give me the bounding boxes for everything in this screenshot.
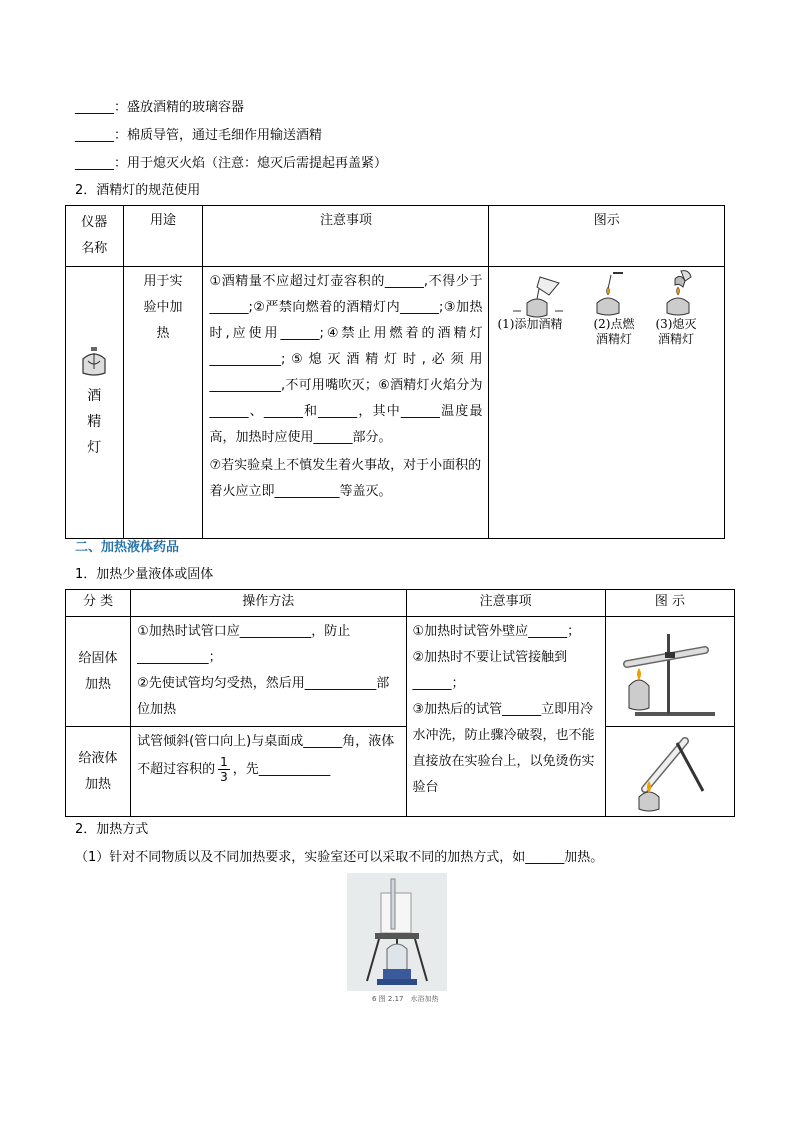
liquid-method [131,727,405,786]
intro-item-3 [75,152,387,171]
liquid-method-text: 试管倾斜(管口向上)与桌面成______角，液体不超过容积的 [137,734,395,777]
blank: ______ [75,156,114,171]
instrument-name: 酒精灯 [87,387,102,456]
liquid-heating-figure [615,731,725,813]
intro-item-1 [75,96,244,115]
blank: ______ [75,128,114,143]
header-type: 分 类 [82,594,114,609]
header-method: 操作方法 [242,594,295,609]
use-text: 用于实验中加热 [143,274,183,341]
section3-title: 2．加热方式 [75,822,149,837]
header-instrument: 仪器名称 [81,215,108,256]
fraction-numerator: 1 [220,755,228,769]
section2-title: 二、加热液体药品 [75,540,180,555]
intro-text-2: ：棉质导管，通过毛细作用输送酒精 [114,128,323,143]
add-alcohol-figure [507,273,567,319]
blank: ______ [75,100,114,115]
extinguish-lamp-figure [659,269,703,317]
heating-table [65,589,735,817]
light-lamp-figure [589,271,629,317]
intro-item-2 [75,124,322,143]
intro-text-3: ：用于熄灭火焰（注意：熄灭后需提起再盖紧） [114,156,388,171]
liquid-method-text-b: ，先___________ [232,762,331,777]
liquid-heating-label: 给液体加热 [78,750,118,792]
figure-label-3: (3)熄灭 酒精灯 [655,317,697,346]
header-notes: 注意事项 [319,213,372,228]
intro-text-1: ：盛放酒精的玻璃容器 [114,100,245,115]
section1-title: 2．酒精灯的规范使用 [75,183,201,198]
figure-label-2: (2)点燃 酒精灯 [593,317,635,346]
header-figure2: 图 示 [654,594,685,609]
heating-notes: ①加热时试管外壁应______； ②加热时不要让试管接触到______； ③加热后的试管______立即用冷水冲洗，防止骤冷破裂，也不能直接放在实验台上，以免烫伤实验台 [412,624,595,795]
figure-label-1: (1)添加酒精 [497,317,563,331]
solid-method: ①加热时试管口应___________，防止___________； ②先使试管均匀受热，然后用___________部位加热 [137,624,390,717]
fraction [218,755,230,784]
header-use: 用途 [150,213,177,228]
notes-text: ①酒精量不应超过灯壶容积的______,不得少于 ______;②严禁向燃着的酒精灯内______;③加热时,应使用______;④禁止用燃着的酒精灯___________;⑤熄灭酒精灯时,必须用___________,不可用嘴吹灭；⑥酒精灯火焰分为______、______和______，其中______温度最高，加热时应使用______部分。 [209,274,483,445]
alcohol-lamp-icon [79,345,109,377]
fraction-denominator: 3 [220,770,228,784]
water-bath-photo [347,873,447,991]
photo-caption: 6 图 2.17 水浴加热 [372,995,439,1003]
lamp-figures [489,267,724,357]
header-notes2: 注意事项 [479,594,532,609]
solid-heating-figure [615,624,725,720]
solid-heating-label: 给固体加热 [78,650,118,692]
header-figure: 图示 [593,213,620,228]
notes-text-fire: ⑦若实验桌上不慎发生着火事故，对于小面积的着火应立即__________等盖灭。 [209,458,482,499]
section3-text: （1）针对不同物质以及不同加热要求，实验室还可以采取不同的加热方式，如______加热。 [75,850,604,865]
section2-subtitle: 1．加热少量液体或固体 [75,567,214,582]
alcohol-lamp-table [65,205,725,539]
